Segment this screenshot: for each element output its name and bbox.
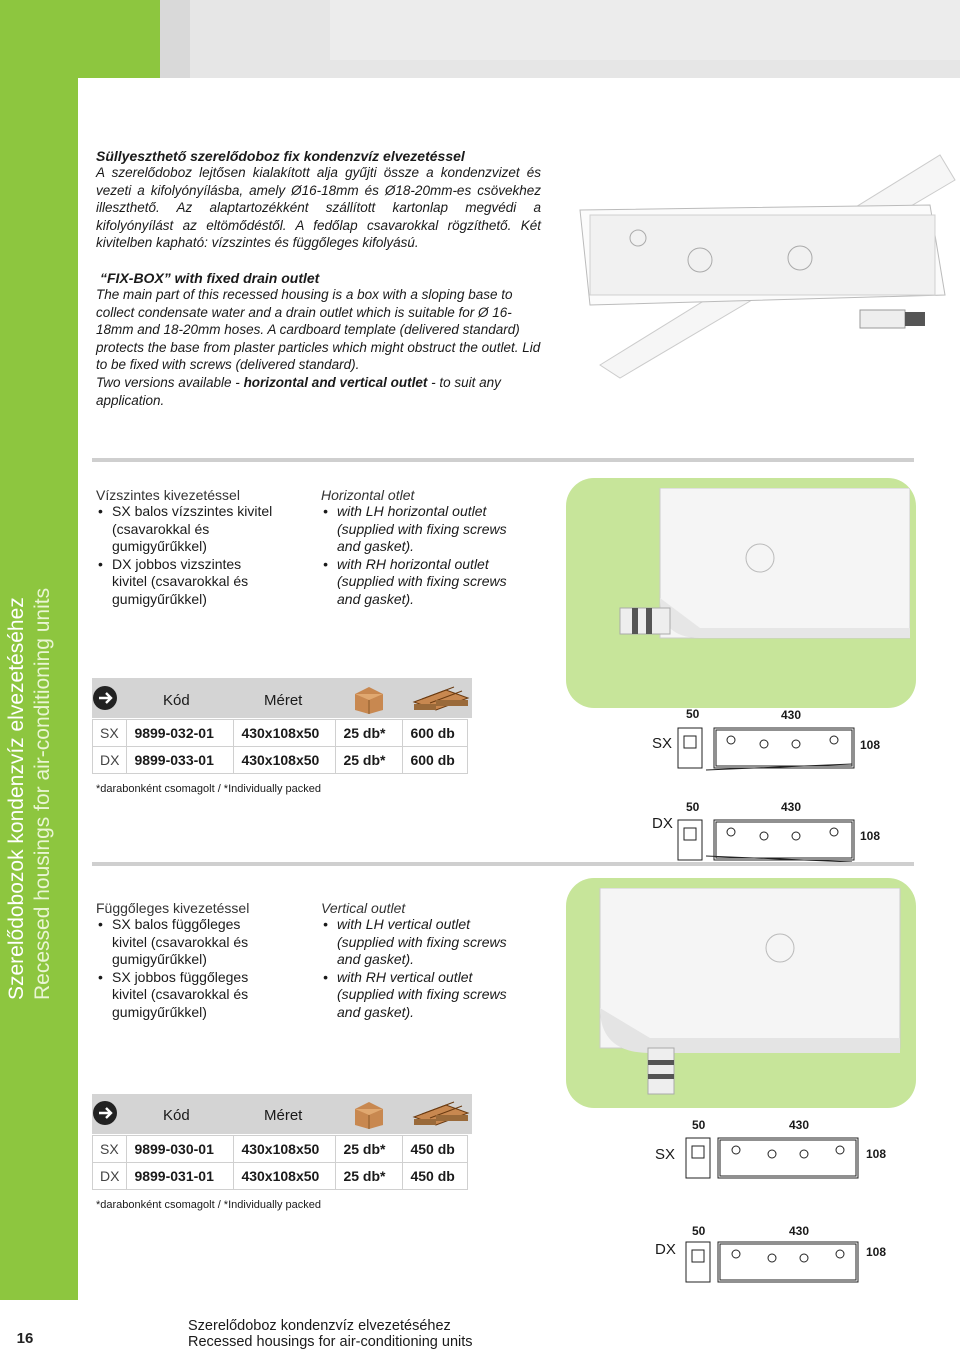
row-type: SX: [93, 1136, 127, 1163]
arrow-icon: [92, 1100, 122, 1126]
dim-width: 50: [692, 1118, 706, 1132]
pallet-icon: [412, 1101, 470, 1129]
diagram-label: DX: [655, 1241, 676, 1258]
row-pallet: 450 db: [403, 1163, 468, 1190]
horizontal-product-photo: [580, 488, 910, 698]
page-number: 16: [16, 1330, 34, 1347]
dim-height: 108: [860, 738, 881, 752]
product-photo-top: [560, 150, 960, 380]
horizontal-hu-list: [96, 503, 276, 608]
horizontal-en-list: [321, 503, 521, 608]
list-item: • SX balos függőleges kivitel (csavarokkal és gumigyűrűkkel): [96, 916, 276, 969]
row-pallet: 600 db: [403, 747, 468, 774]
side-title-hu: Szerelődobozok kondenzvíz elvezetéséhez: [5, 597, 28, 1000]
row-box: 25 db*: [336, 720, 403, 747]
vertical-en-list: [321, 916, 521, 1021]
list-item: • with RH horizontal outlet (supplied with fixing screws and gasket).: [321, 556, 521, 609]
intro-en-versions: Two versions available - horizontal and vertical outlet - to suit any application.: [96, 374, 501, 408]
side-title-en: Recessed housings for air-conditioning units: [31, 587, 54, 1000]
page-number-box: [0, 1300, 78, 1358]
horizontal-en: [321, 487, 521, 608]
dim-length: 430: [789, 1118, 810, 1132]
intro-en: [96, 270, 541, 409]
column-size: Méret: [264, 692, 303, 709]
column-code: Kód: [163, 1107, 190, 1124]
footer-en: Recessed housings for air-conditioning units: [188, 1334, 473, 1350]
diagram-label: DX: [652, 815, 673, 832]
list-item: • DX jobbos vizszintes kivitel (csavarokkal és gumigyűrűkkel): [96, 556, 276, 609]
row-code: 9899-033-01: [127, 747, 234, 774]
column-size: Méret: [264, 1107, 303, 1124]
vertical-en: [321, 900, 521, 1021]
row-box: 25 db*: [336, 1136, 403, 1163]
section-divider: [92, 458, 914, 462]
diagram-label: SX: [652, 735, 673, 752]
row-size: 430x108x50: [234, 1136, 336, 1163]
pallet-icon: [412, 686, 470, 714]
dim-height: 108: [866, 1245, 887, 1259]
intro-hu: [96, 148, 541, 252]
vertical-hu-list: [96, 916, 276, 1021]
row-type: DX: [93, 747, 127, 774]
arrow-icon: [92, 685, 122, 711]
row-code: 9899-032-01: [127, 720, 234, 747]
list-item: • with RH vertical outlet (supplied with fixing screws and gasket).: [321, 969, 521, 1022]
diagram-dx-horizontal: [676, 810, 856, 866]
vertical-product-photo: [580, 888, 910, 1098]
box-icon: [352, 684, 386, 714]
dim-height: 108: [866, 1147, 887, 1161]
dim-width: 50: [686, 707, 700, 721]
table-row: [93, 720, 468, 747]
row-type: DX: [93, 1163, 127, 1190]
box-icon: [352, 1099, 386, 1129]
row-box: 25 db*: [336, 1163, 403, 1190]
row-box: 25 db*: [336, 747, 403, 774]
list-item: • with LH horizontal outlet (supplied with fixing screws and gasket).: [321, 503, 521, 556]
row-code: 9899-031-01: [127, 1163, 234, 1190]
row-code: 9899-030-01: [127, 1136, 234, 1163]
row-size: 430x108x50: [234, 720, 336, 747]
row-size: 430x108x50: [234, 1163, 336, 1190]
top-band-right-inner: [330, 0, 960, 60]
list-item: • SX jobbos függőleges kivitel (csavarokkal és gumigyűrűkkel): [96, 969, 276, 1022]
intro-en-title: “FIX-BOX” with fixed drain outlet: [100, 270, 320, 286]
row-type: SX: [93, 720, 127, 747]
diagram-dx-vertical: [684, 1234, 864, 1290]
side-tab-top: [0, 0, 160, 78]
column-code: Kód: [163, 692, 190, 709]
list-item: • SX balos vízszintes kivitel (csavarokkal és gumigyűrűkkel): [96, 503, 276, 556]
vertical-en-title: Vertical outlet: [321, 900, 406, 916]
horizontal-hu-title: Vízszintes kivezetéssel: [96, 487, 240, 503]
dim-length: 430: [789, 1224, 810, 1238]
vertical-table: [92, 1135, 468, 1190]
diagram-sx-vertical: [684, 1130, 864, 1186]
dim-length: 430: [781, 708, 802, 722]
intro-hu-body: A szerelődoboz lejtősen kialakított alja gyűjti össze a kondenzvizet és vezeti a kifolyónyílásba, amely Ø16-18mm és Ø18-20mm-es csövekhez illeszthető. Az alaptartozékként szállított kartonlap megvédi a kifolyónyílást az eltömődéstől. A fedőlap csavarokkal rögzíthető. Két kivitelben kapható: vízszintes és függőleges kifolyású.: [96, 165, 541, 251]
row-pallet: 600 db: [403, 720, 468, 747]
footer-hu: Szerelődoboz kondenzvíz elvezetéséhez: [188, 1318, 451, 1334]
intro-hu-title: Süllyeszthető szerelődoboz fix kondenzvíz elvezetéssel: [96, 148, 465, 164]
vertical-hu: [96, 900, 276, 1021]
footer: [188, 1318, 473, 1350]
row-size: 430x108x50: [234, 747, 336, 774]
section-divider-2: [92, 862, 914, 866]
vertical-note: *darabonként csomagolt / *Individually packed: [96, 1199, 322, 1211]
row-pallet: 450 db: [403, 1136, 468, 1163]
diagram-sx-horizontal: [676, 718, 856, 774]
list-item: • with LH vertical outlet (supplied with fixing screws and gasket).: [321, 916, 521, 969]
dim-width: 50: [692, 1224, 706, 1238]
vertical-hu-title: Függőleges kivezetéssel: [96, 900, 250, 916]
horizontal-table: [92, 719, 468, 774]
side-title: [4, 587, 54, 1001]
table-row: [93, 1163, 468, 1190]
table-row: [93, 1136, 468, 1163]
table-row: [93, 747, 468, 774]
horizontal-hu: [96, 487, 276, 608]
intro-en-body: The main part of this recessed housing is a box with a sloping base to collect condensate water and a drain outlet which is suitable for Ø 16-18mm and 18-20mm hoses. A cardboard template (delivered standard) protects the base from plaster particles which might obstruct the outlet. Lid to be fixed with screws (delivered standard).: [96, 287, 541, 373]
dim-height: 108: [860, 829, 881, 843]
diagram-label: SX: [655, 1146, 676, 1163]
horizontal-en-title: Horizontal otlet: [321, 487, 415, 503]
dim-width: 50: [686, 800, 700, 814]
horizontal-note: *darabonként csomagolt / *Individually packed: [96, 783, 322, 795]
dim-length: 430: [781, 800, 802, 814]
